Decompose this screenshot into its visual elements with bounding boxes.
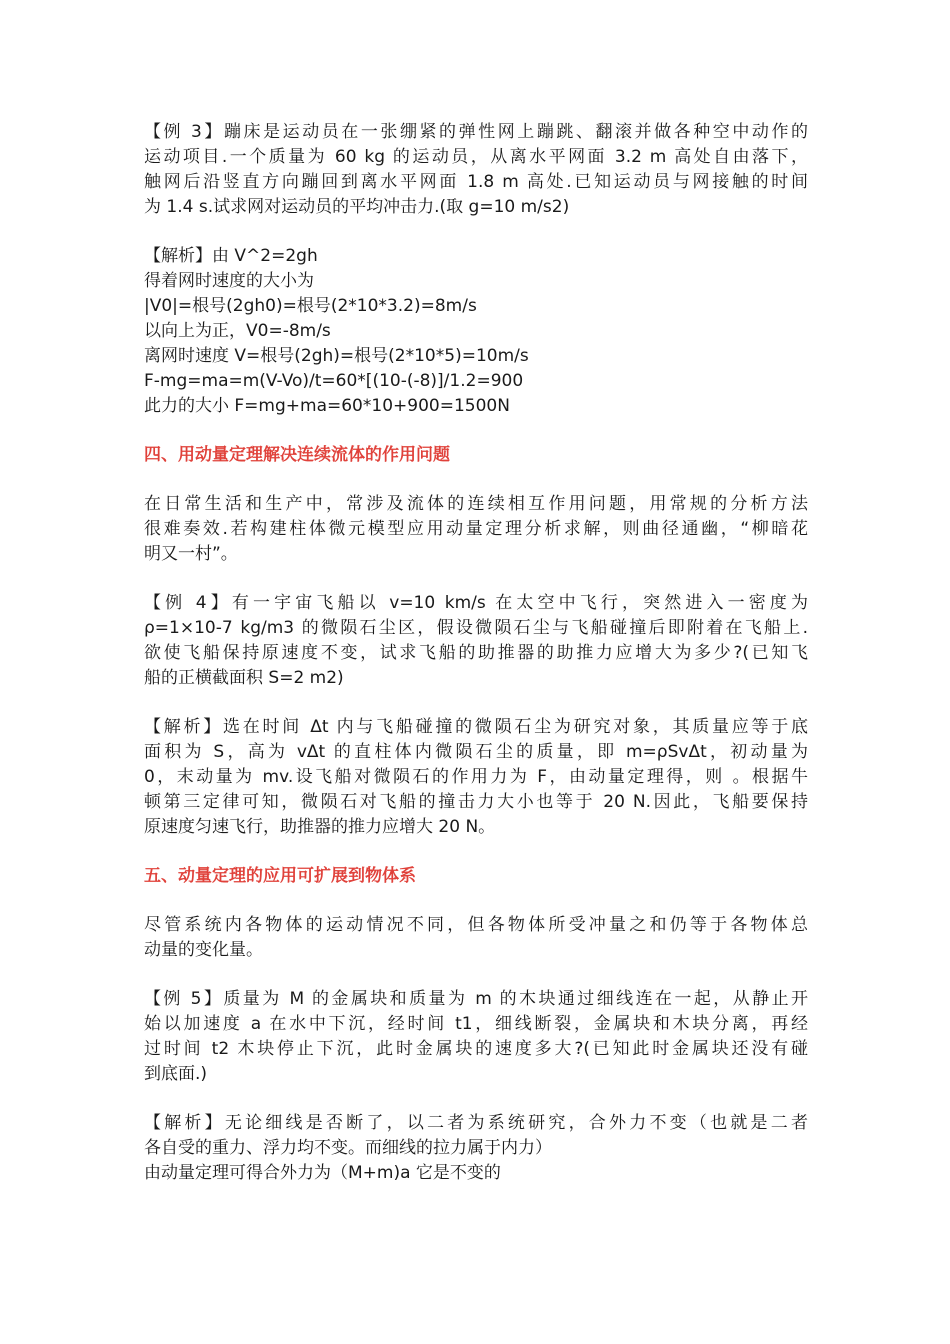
section-4-intro xyxy=(144,492,808,567)
text-line: 顿第三定律可知，微陨石对飞船的撞击力大小也等于 20 N.因此，飞船要保持 xyxy=(144,792,808,812)
example-5-question xyxy=(144,987,808,1087)
text-line: 很难奏效.若构建柱体微元模型应用动量定理分析求解，则曲径通幽，“柳暗花 xyxy=(144,519,808,539)
text-line: |V0|=根号(2gh0)=根号(2*10*3.2)=8m/s xyxy=(144,296,477,316)
example-5-solution xyxy=(144,1111,808,1186)
text-line: 原速度匀速飞行，助推器的推力应增大 20 N。 xyxy=(144,817,496,837)
text-line: 【例 5】质量为 M 的金属块和质量为 m 的木块通过细线连在一起，从静止开 xyxy=(144,989,808,1009)
section-4-heading: 四、用动量定理解决连续流体的作用问题 xyxy=(144,445,450,465)
text-line: 【解析】由 V^2=2gh xyxy=(144,246,318,266)
text-line: 【例 4】有一宇宙飞船以 v=10 km/s 在太空中飞行，突然进入一密度为 xyxy=(144,593,808,613)
example-3-question xyxy=(144,120,808,220)
text-line: 离网时速度 V=根号(2gh)=根号(2*10*5)=10m/s xyxy=(144,346,529,366)
text-line: 0，末动量为 mv.设飞船对微陨石的作用力为 F，由动量定理得，则 。根据牛 xyxy=(144,767,808,787)
text-line: 以向上为正，V0=-8m/s xyxy=(144,321,331,341)
document-body xyxy=(144,120,808,1210)
text-line: 得着网时速度的大小为 xyxy=(144,271,314,291)
text-line: 船的正横截面积 S=2 m2) xyxy=(144,668,344,688)
text-line: 各自受的重力、浮力均不变。而细线的拉力属于内力） xyxy=(144,1138,552,1158)
text-line: 【例 3】蹦床是运动员在一张绷紧的弹性网上蹦跳、翻滚并做各种空中动作的 xyxy=(144,122,808,142)
text-line: 【解析】无论细线是否断了，以二者为系统研究，合外力不变（也就是二者 xyxy=(144,1113,808,1133)
text-line: 明又一村”。 xyxy=(144,544,238,564)
text-line: 由动量定理可得合外力为（M+m)a 它是不变的 xyxy=(144,1163,501,1183)
text-line: 在日常生活和生产中，常涉及流体的连续相互作用问题，用常规的分析方法 xyxy=(144,494,808,514)
text-line: 面积为 S，高为 vΔt 的直柱体内微陨石尘的质量，即 m=ρSvΔt，初动量为 xyxy=(144,742,808,762)
text-line: 触网后沿竖直方向蹦回到离水平网面 1.8 m 高处.已知运动员与网接触的时间 xyxy=(144,172,808,192)
text-line: 到底面.) xyxy=(144,1064,208,1084)
section-5-heading: 五、动量定理的应用可扩展到物体系 xyxy=(144,866,416,886)
text-line: 为 1.4 s.试求网对运动员的平均冲击力.(取 g=10 m/s2) xyxy=(144,197,570,217)
text-line: 【解析】选在时间 Δt 内与飞船碰撞的微陨石尘为研究对象，其质量应等于底 xyxy=(144,717,808,737)
text-line: 始以加速度 a 在水中下沉，经时间 t1，细线断裂，金属块和木块分离，再经 xyxy=(144,1014,808,1034)
text-line: 运动项目.一个质量为 60 kg 的运动员，从离水平网面 3.2 m 高处自由落下， xyxy=(144,147,808,167)
text-line: 动量的变化量。 xyxy=(144,940,263,960)
text-line: 尽管系统内各物体的运动情况不同，但各物体所受冲量之和仍等于各物体总 xyxy=(144,915,808,935)
example-4-solution xyxy=(144,715,808,840)
text-line: 过时间 t2 木块停止下沉，此时金属块的速度多大?(已知此时金属块还没有碰 xyxy=(144,1039,808,1059)
text-line: F-mg=ma=m(V-Vo)/t=60*[(10-(-8)]/1.2=900 xyxy=(144,371,524,391)
example-4-question xyxy=(144,591,808,691)
text-line: ρ=1×10-7 kg/m3 的微陨石尘区，假设微陨石尘与飞船碰撞后即附着在飞船上. xyxy=(144,618,808,638)
text-line: 此力的大小 F=mg+ma=60*10+900=1500N xyxy=(144,396,510,416)
text-line: 欲使飞船保持原速度不变，试求飞船的助推器的助推力应增大为多少?(已知飞 xyxy=(144,643,808,663)
example-3-solution xyxy=(144,244,808,419)
section-5-intro xyxy=(144,913,808,963)
